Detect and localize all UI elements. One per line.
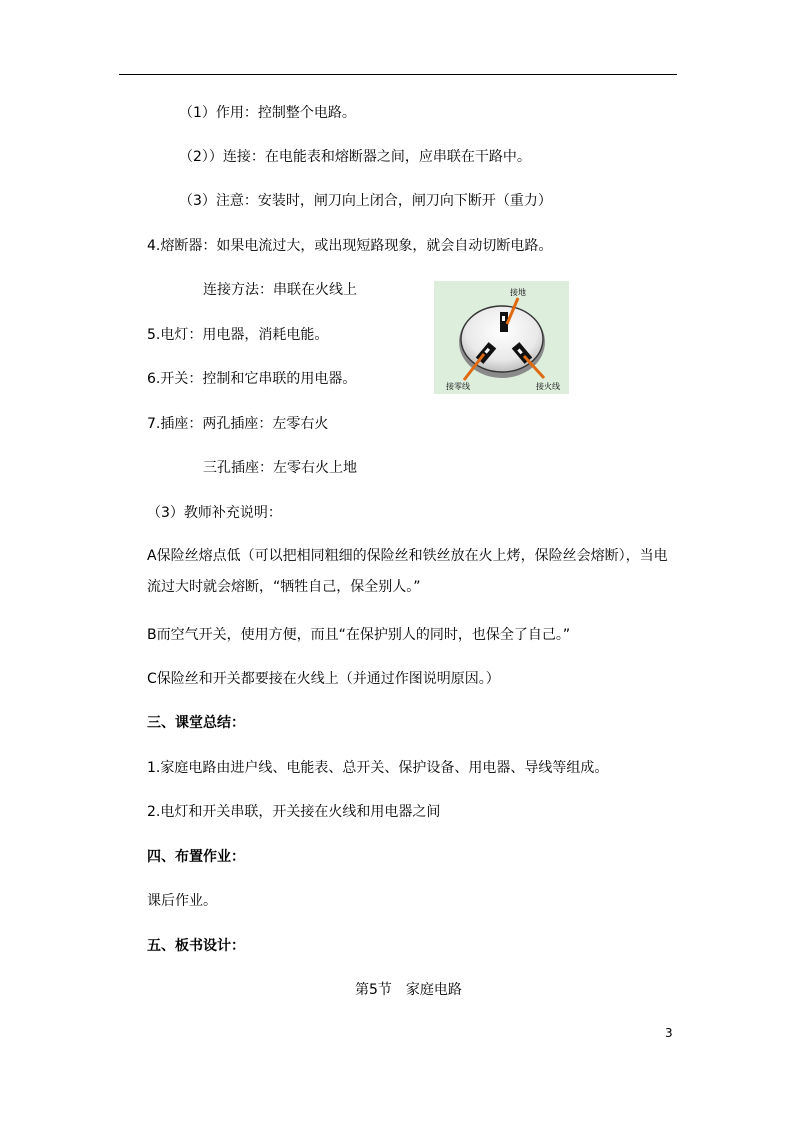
text-line: 三孔插座：左零右火上地 [203, 460, 357, 476]
header-rule [119, 74, 677, 75]
three-pin-socket-figure [434, 281, 569, 394]
text-line: 5.电灯：用电器，消耗电能。 [147, 327, 329, 343]
live-label: 接火线 [536, 382, 560, 391]
text-line: B而空气开关，使用方便，而且“在保护别人的同时，也保全了自己。” [147, 627, 571, 643]
ground-label: 接地 [510, 288, 526, 297]
board-title: 第5节 家庭电路 [355, 982, 462, 998]
text-line: （3）注意：安装时，闸刀向上闭合，闸刀向下断开（重力） [179, 193, 552, 209]
text-line: （1）作用：控制整个电路。 [179, 105, 356, 121]
paragraph-a: A保险丝熔点低（可以把相同粗细的保险丝和铁丝放在火上烤，保险丝会熔断），当电流过大时就会熔断，“牺牲自己，保全别人。” [147, 548, 668, 595]
text-line: C保险丝和开关都要接在火线上（并通过作图说明原因。） [147, 671, 500, 687]
text-line: 2.电灯和开关串联，开关接在火线和用电器之间 [147, 804, 441, 820]
neutral-label: 接零线 [446, 382, 470, 391]
section-heading: 五、板书设计： [147, 938, 245, 954]
page-number: 3 [665, 1026, 673, 1040]
text-line: 6.开关：控制和它串联的用电器。 [147, 371, 357, 387]
section-heading: 三、课堂总结： [147, 715, 245, 731]
text-line: 1.家庭电路由进户线、电能表、总开关、保护设备、用电器、导线等组成。 [147, 760, 609, 776]
text-line: （2））连接：在电能表和熔断器之间，应串联在干路中。 [179, 149, 531, 165]
section-heading: 四、布置作业： [147, 849, 245, 865]
text-line: 4.熔断器：如果电流过大，或出现短路现象，就会自动切断电路。 [147, 238, 553, 254]
text-line: 课后作业。 [147, 893, 217, 909]
text-line: （3）教师补充说明： [147, 505, 282, 521]
text-line: 7.插座：两孔插座：左零右火 [147, 416, 329, 432]
text-line: 连接方法：串联在火线上 [203, 282, 357, 298]
